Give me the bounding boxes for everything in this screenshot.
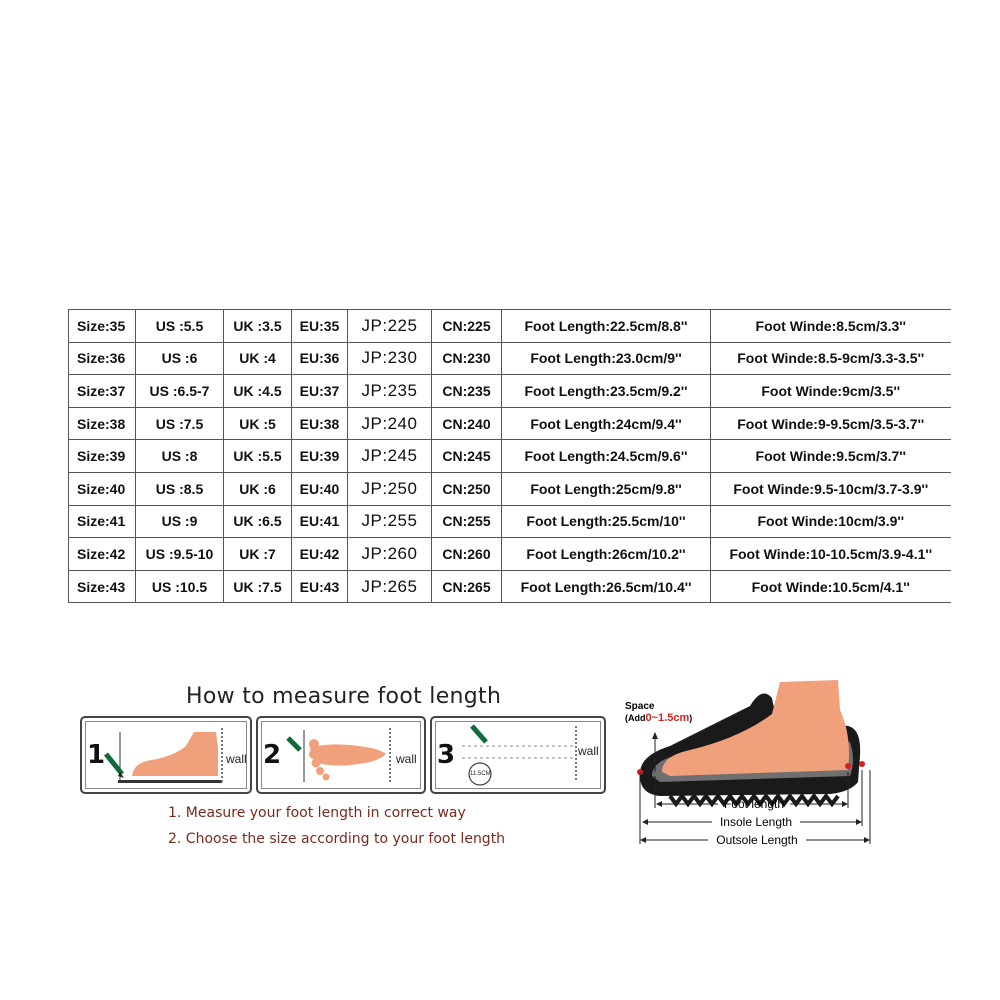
step-number: 1	[87, 740, 106, 770]
wall-label: wall	[226, 752, 247, 766]
measure-step-2	[256, 716, 426, 794]
foot-length-cell: Foot Length:23.5cm/9.2''	[502, 375, 711, 408]
foot-width-cell: Foot Winde:8.5cm/3.3''	[711, 310, 951, 343]
space-label: Space	[625, 701, 655, 712]
jp-size-cell: JP:230	[348, 342, 432, 375]
shoe-length-diagram	[600, 676, 890, 856]
foot-width-cell: Foot Winde:9-9.5cm/3.5-3.7''	[711, 407, 951, 440]
foot-shape	[662, 680, 849, 776]
uk-size-cell: UK :5	[224, 407, 292, 440]
eu-size-cell: EU:43	[292, 570, 348, 603]
size-cell: Size:37	[69, 375, 136, 408]
step-number: 2	[263, 740, 282, 770]
jp-size-cell: JP:250	[348, 472, 432, 505]
uk-size-cell: UK :4.5	[224, 375, 292, 408]
cn-size-cell: CN:245	[432, 440, 502, 473]
size-cell: Size:43	[69, 570, 136, 603]
foot-width-cell: Foot Winde:10-10.5cm/3.9-4.1''	[711, 538, 951, 571]
eu-size-cell: EU:40	[292, 472, 348, 505]
uk-size-cell: UK :6.5	[224, 505, 292, 538]
cn-size-cell: CN:255	[432, 505, 502, 538]
size-row	[69, 538, 951, 571]
us-size-cell: US :9	[136, 505, 224, 538]
outsole-length-label: Outsole Length	[716, 833, 798, 847]
space-range: 0~1.5cm	[645, 712, 690, 724]
size-row	[69, 375, 951, 408]
size-cell: Size:38	[69, 407, 136, 440]
us-size-cell: US :6	[136, 342, 224, 375]
foot-length-cell: Foot Length:25cm/9.8''	[502, 472, 711, 505]
us-size-cell: US :10.5	[136, 570, 224, 603]
measure-step-1	[80, 716, 252, 794]
foot-width-cell: Foot Winde:9cm/3.5''	[711, 375, 951, 408]
foot-length-label: Foot length	[723, 797, 785, 811]
size-cell: Size:42	[69, 538, 136, 571]
cn-size-cell: CN:235	[432, 375, 502, 408]
eu-size-cell: EU:38	[292, 407, 348, 440]
size-cell: Size:35	[69, 310, 136, 343]
instruction-1: 1. Measure your foot length in correct way	[168, 805, 466, 821]
eu-size-cell: EU:42	[292, 538, 348, 571]
size-cell: Size:41	[69, 505, 136, 538]
foot-side-view-illustration	[82, 718, 250, 792]
jp-size-cell: JP:235	[348, 375, 432, 408]
measure-step-3	[430, 716, 606, 794]
us-size-cell: US :9.5-10	[136, 538, 224, 571]
instruction-2: 2. Choose the size according to your foot length	[168, 831, 506, 847]
size-chart-table	[68, 309, 951, 603]
jp-size-cell: JP:225	[348, 310, 432, 343]
size-cell: Size:36	[69, 342, 136, 375]
eu-size-cell: EU:37	[292, 375, 348, 408]
cn-size-cell: CN:240	[432, 407, 502, 440]
step-number: 3	[437, 740, 456, 770]
us-size-cell: US :5.5	[136, 310, 224, 343]
space-add-label	[625, 712, 692, 724]
wall-label: wall	[396, 752, 417, 766]
size-row	[69, 472, 951, 505]
uk-size-cell: UK :5.5	[224, 440, 292, 473]
cn-size-cell: CN:250	[432, 472, 502, 505]
foot-width-cell: Foot Winde:10.5cm/4.1''	[711, 570, 951, 603]
size-row	[69, 407, 951, 440]
size-row	[69, 310, 951, 343]
size-row	[69, 505, 951, 538]
eu-size-cell: EU:41	[292, 505, 348, 538]
insole-length-label: Insole Length	[719, 815, 793, 829]
uk-size-cell: UK :6	[224, 472, 292, 505]
foot-width-cell: Foot Winde:8.5-9cm/3.3-3.5''	[711, 342, 951, 375]
jp-size-cell: JP:245	[348, 440, 432, 473]
foot-width-cell: Foot Winde:9.5-10cm/3.7-3.9''	[711, 472, 951, 505]
foot-width-cell: Foot Winde:9.5cm/3.7''	[711, 440, 951, 473]
us-size-cell: US :6.5-7	[136, 375, 224, 408]
uk-size-cell: UK :4	[224, 342, 292, 375]
foot-length-cell: Foot Length:24.5cm/9.6''	[502, 440, 711, 473]
foot-length-cell: Foot Length:26.5cm/10.4''	[502, 570, 711, 603]
cn-size-cell: CN:260	[432, 538, 502, 571]
eu-size-cell: EU:36	[292, 342, 348, 375]
jp-size-cell: JP:260	[348, 538, 432, 571]
measure-guide-title: How to measure foot length	[186, 684, 502, 709]
eu-size-cell: EU:39	[292, 440, 348, 473]
size-row	[69, 342, 951, 375]
size-cell: Size:39	[69, 440, 136, 473]
us-size-cell: US :8.5	[136, 472, 224, 505]
size-row	[69, 440, 951, 473]
space-add-prefix: (Add	[625, 713, 646, 723]
foot-length-cell: Foot Length:25.5cm/10''	[502, 505, 711, 538]
us-size-cell: US :8	[136, 440, 224, 473]
jp-size-cell: JP:255	[348, 505, 432, 538]
foot-length-cell: Foot Length:22.5cm/8.8''	[502, 310, 711, 343]
foot-width-cell: Foot Winde:10cm/3.9''	[711, 505, 951, 538]
ruler-badge-label: 11.5CM	[470, 771, 491, 777]
foot-length-cell: Foot Length:23.0cm/9''	[502, 342, 711, 375]
wall-label: wall	[578, 744, 599, 758]
cn-size-cell: CN:225	[432, 310, 502, 343]
foot-length-cell: Foot Length:26cm/10.2''	[502, 538, 711, 571]
uk-size-cell: UK :7.5	[224, 570, 292, 603]
size-row	[69, 570, 951, 603]
eu-size-cell: EU:35	[292, 310, 348, 343]
uk-size-cell: UK :7	[224, 538, 292, 571]
cn-size-cell: CN:230	[432, 342, 502, 375]
jp-size-cell: JP:240	[348, 407, 432, 440]
uk-size-cell: UK :3.5	[224, 310, 292, 343]
foot-length-cell: Foot Length:24cm/9.4''	[502, 407, 711, 440]
size-cell: Size:40	[69, 472, 136, 505]
jp-size-cell: JP:265	[348, 570, 432, 603]
space-add-suffix: )	[689, 713, 693, 723]
cn-size-cell: CN:265	[432, 570, 502, 603]
us-size-cell: US :7.5	[136, 407, 224, 440]
